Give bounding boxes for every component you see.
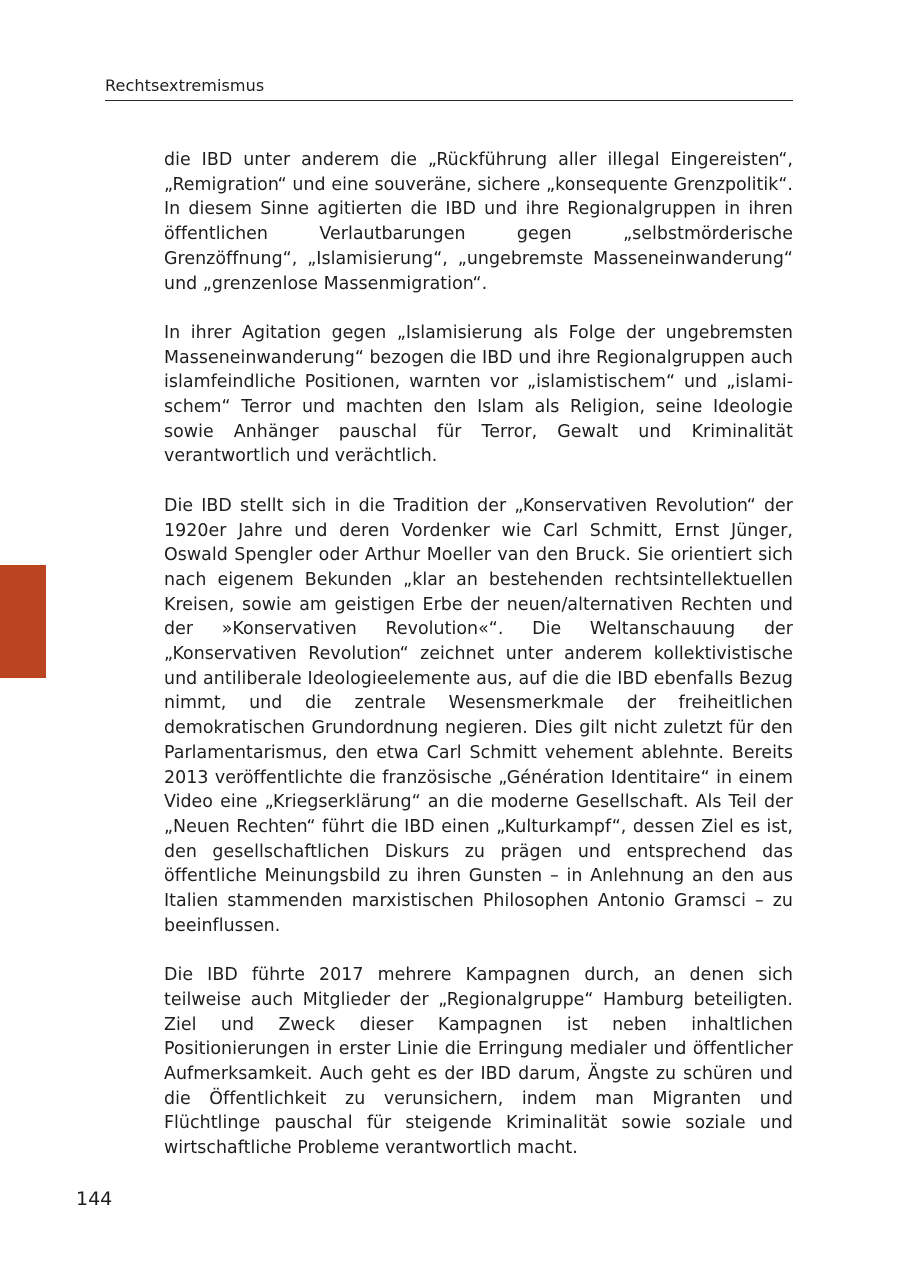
page-number: 144	[76, 1188, 113, 1210]
running-header	[105, 76, 793, 101]
chapter-thumb-tab	[0, 565, 46, 678]
running-header-title: Rechtsextremismus	[105, 76, 265, 95]
body-text	[164, 148, 793, 1161]
paragraph: In ihrer Agitation gegen „Islamisierung als Folge der ungebremsten Masseneinwanderung“ bezogen die IBD und ihre Regionalgruppen auch islamfeindliche Positionen, warnten vor „islamistischem“ und „islamischem“ Terror und machten den Islam als Religion, seine Ideologie sowie Anhänger pauschal für Terror, Gewalt und Kriminalität verantwortlich und verächtlich.	[164, 322, 793, 467]
paragraph: Die IBD stellt sich in die Tradition der „Konservativen Revolution“ der 1920er Jahre und deren Vordenker wie Carl Schmitt, Ernst Jünger, Oswald Spengler oder Arthur Moeller van den Bruck. Sie orientiert sich nach eigenem Bekunden „klar an bestehenden rechtsintellektuellen Kreisen, sowie am geistigen Erbe der neuen/alternativen Rechten und der »Konservativen Revolution«“. Die Weltanschauung der „Konservativen Revolution“ zeichnet unter anderem kollektivistische und antiliberale Ideologieelemente aus, auf die die IBD ebenfalls Bezug nimmt, und die zentrale Wesensmerkmale der freiheitlichen demokratischen Grundordnung negieren. Dies gilt nicht zuletzt für den Parlamentarismus, den etwa Carl Schmitt vehement ablehnte. Bereits 2013 veröffentlichte die französische „Génération Identitaire“ in einem Video eine „Kriegserklärung“ an die moderne Gesellschaft. Als Teil der „Neuen Rechten“ führt die IBD einen „Kulturkampf“, dessen Ziel es ist, den gesellschaftlichen Diskurs zu prägen und entsprechend das öffentliche Meinungsbild zu ihren Gunsten – in Anlehnung an den aus Italien stammenden marxistischen Philosophen Antonio Gramsci – zu beeinflussen.	[164, 495, 793, 936]
paragraph: die IBD unter anderem die „Rückführung aller illegal Eingereisten“, „Remigration“ und eine souveräne, sichere „konsequente Grenzpolitik“. In diesem Sinne agitierten die IBD und ihre Regionalgruppen in ihren öffentlichen Verlautbarungen gegen „selbstmörderische Grenzöffnung“, „Islamisierung“, „ungebremste Masseneinwanderung“ und „grenzenlose Massenmigration“.	[164, 150, 793, 294]
paragraph: Die IBD führte 2017 mehrere Kampagnen durch, an denen sich teilweise auch Mitglieder der „Regionalgruppe“ Hamburg beteiligten. Ziel und Zweck dieser Kampagnen ist neben inhaltlichen Positionierungen in erster Linie die Erringung medialer und öffentlicher Aufmerksamkeit. Auch geht es der IBD darum, Ängste zu schüren und die Öffentlichkeit zu verunsichern, indem man Migranten und Flüchtlinge pauschal für steigende Kriminalität sowie soziale und wirtschaftliche Probleme verantwortlich macht.	[164, 965, 793, 1159]
